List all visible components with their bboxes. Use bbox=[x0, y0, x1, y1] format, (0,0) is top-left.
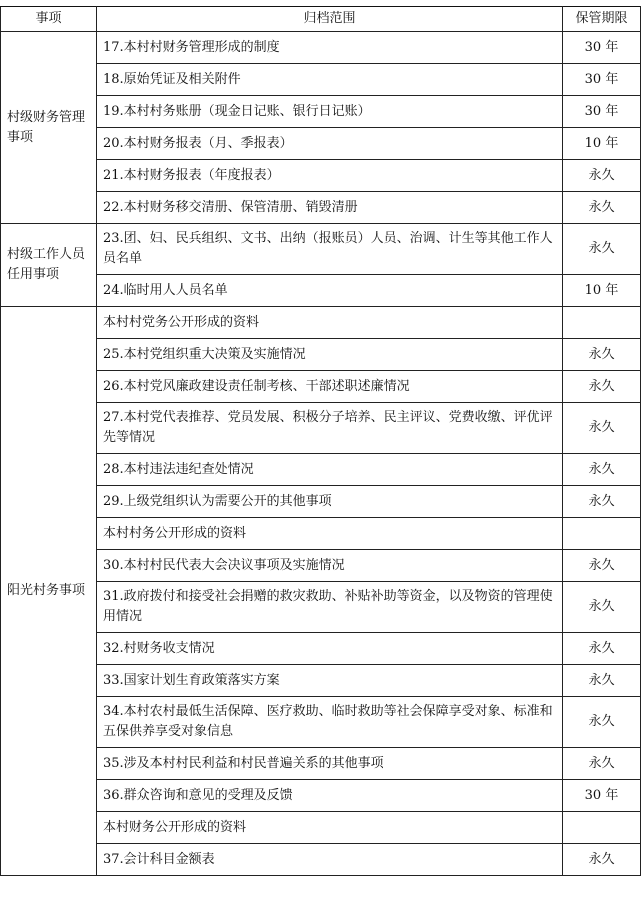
table-row bbox=[1, 224, 641, 275]
table-row bbox=[1, 371, 641, 403]
scope-cell: 34.本村农村最低生活保障、医疗救助、临时救助等社会保障享受对象、标准和五保供养享受对象信息 bbox=[97, 697, 563, 748]
table-row bbox=[1, 633, 641, 665]
period-cell: 永久 bbox=[563, 748, 641, 780]
scope-cell: 27.本村党代表推荐、党员发展、积极分子培养、民主评议、党费收缴、评优评先等情况 bbox=[97, 403, 563, 454]
table-row bbox=[1, 665, 641, 697]
period-cell: 永久 bbox=[563, 582, 641, 633]
period-cell: 永久 bbox=[563, 339, 641, 371]
period-cell: 永久 bbox=[563, 160, 641, 192]
scope-cell: 31.政府拨付和接受社会捐赠的救灾救助、补贴补助等资金，以及物资的管理使用情况 bbox=[97, 582, 563, 633]
scope-cell: 37.会计科目金额表 bbox=[97, 844, 563, 876]
period-cell bbox=[563, 307, 641, 339]
scope-cell: 22.本村财务移交清册、保管清册、销毁清册 bbox=[97, 192, 563, 224]
subsection-header: 本村村务公开形成的资料 bbox=[97, 518, 563, 550]
table-row bbox=[1, 780, 641, 812]
table-row bbox=[1, 160, 641, 192]
table-row bbox=[1, 32, 641, 64]
table-row bbox=[1, 748, 641, 780]
table-row bbox=[1, 307, 641, 339]
scope-cell: 26.本村党风廉政建设责任制考核、干部述职述廉情况 bbox=[97, 371, 563, 403]
category-cell: 村级工作人员任用事项 bbox=[1, 224, 97, 307]
period-cell: 永久 bbox=[563, 454, 641, 486]
period-cell bbox=[563, 812, 641, 844]
period-cell bbox=[563, 518, 641, 550]
scope-cell: 23.团、妇、民兵组织、文书、出纳（报账员）人员、治调、计生等其他工作人员名单 bbox=[97, 224, 563, 275]
scope-cell: 24.临时用人人员名单 bbox=[97, 275, 563, 307]
period-cell: 永久 bbox=[563, 550, 641, 582]
subsection-header: 本村村党务公开形成的资料 bbox=[97, 307, 563, 339]
period-cell: 永久 bbox=[563, 192, 641, 224]
archive-scope-table bbox=[0, 6, 641, 876]
table-row bbox=[1, 697, 641, 748]
period-cell: 30 年 bbox=[563, 780, 641, 812]
table-row bbox=[1, 486, 641, 518]
period-cell: 10 年 bbox=[563, 275, 641, 307]
table-row bbox=[1, 454, 641, 486]
period-cell: 30 年 bbox=[563, 64, 641, 96]
period-cell: 30 年 bbox=[563, 96, 641, 128]
scope-cell: 28.本村违法违纪查处情况 bbox=[97, 454, 563, 486]
table-row bbox=[1, 844, 641, 876]
scope-cell: 30.本村村民代表大会决议事项及实施情况 bbox=[97, 550, 563, 582]
category-cell: 村级财务管理事项 bbox=[1, 32, 97, 224]
period-cell: 10 年 bbox=[563, 128, 641, 160]
table-header-row bbox=[1, 7, 641, 32]
header-item: 事项 bbox=[1, 7, 97, 32]
table-row bbox=[1, 403, 641, 454]
table-row bbox=[1, 192, 641, 224]
period-cell: 永久 bbox=[563, 633, 641, 665]
table-row bbox=[1, 275, 641, 307]
header-period: 保管期限 bbox=[563, 7, 641, 32]
table-row bbox=[1, 64, 641, 96]
scope-cell: 17.本村村财务管理形成的制度 bbox=[97, 32, 563, 64]
scope-cell: 29.上级党组织认为需要公开的其他事项 bbox=[97, 486, 563, 518]
period-cell: 永久 bbox=[563, 224, 641, 275]
period-cell: 永久 bbox=[563, 844, 641, 876]
category-cell: 阳光村务事项 bbox=[1, 307, 97, 876]
header-scope: 归档范围 bbox=[97, 7, 563, 32]
table-row bbox=[1, 128, 641, 160]
period-cell: 30 年 bbox=[563, 32, 641, 64]
period-cell: 永久 bbox=[563, 665, 641, 697]
scope-cell: 33.国家计划生育政策落实方案 bbox=[97, 665, 563, 697]
scope-cell: 21.本村财务报表（年度报表） bbox=[97, 160, 563, 192]
scope-cell: 20.本村财务报表（月、季报表） bbox=[97, 128, 563, 160]
scope-cell: 19.本村村务账册（现金日记账、银行日记账） bbox=[97, 96, 563, 128]
period-cell: 永久 bbox=[563, 371, 641, 403]
table-row bbox=[1, 582, 641, 633]
scope-cell: 35.涉及本村村民利益和村民普遍关系的其他事项 bbox=[97, 748, 563, 780]
table-row bbox=[1, 96, 641, 128]
period-cell: 永久 bbox=[563, 486, 641, 518]
table-row bbox=[1, 812, 641, 844]
table-row bbox=[1, 550, 641, 582]
scope-cell: 36.群众咨询和意见的受理及反馈 bbox=[97, 780, 563, 812]
scope-cell: 25.本村党组织重大决策及实施情况 bbox=[97, 339, 563, 371]
subsection-header: 本村财务公开形成的资料 bbox=[97, 812, 563, 844]
table-row bbox=[1, 339, 641, 371]
scope-cell: 32.村财务收支情况 bbox=[97, 633, 563, 665]
table-row bbox=[1, 518, 641, 550]
period-cell: 永久 bbox=[563, 403, 641, 454]
scope-cell: 18.原始凭证及相关附件 bbox=[97, 64, 563, 96]
period-cell: 永久 bbox=[563, 697, 641, 748]
